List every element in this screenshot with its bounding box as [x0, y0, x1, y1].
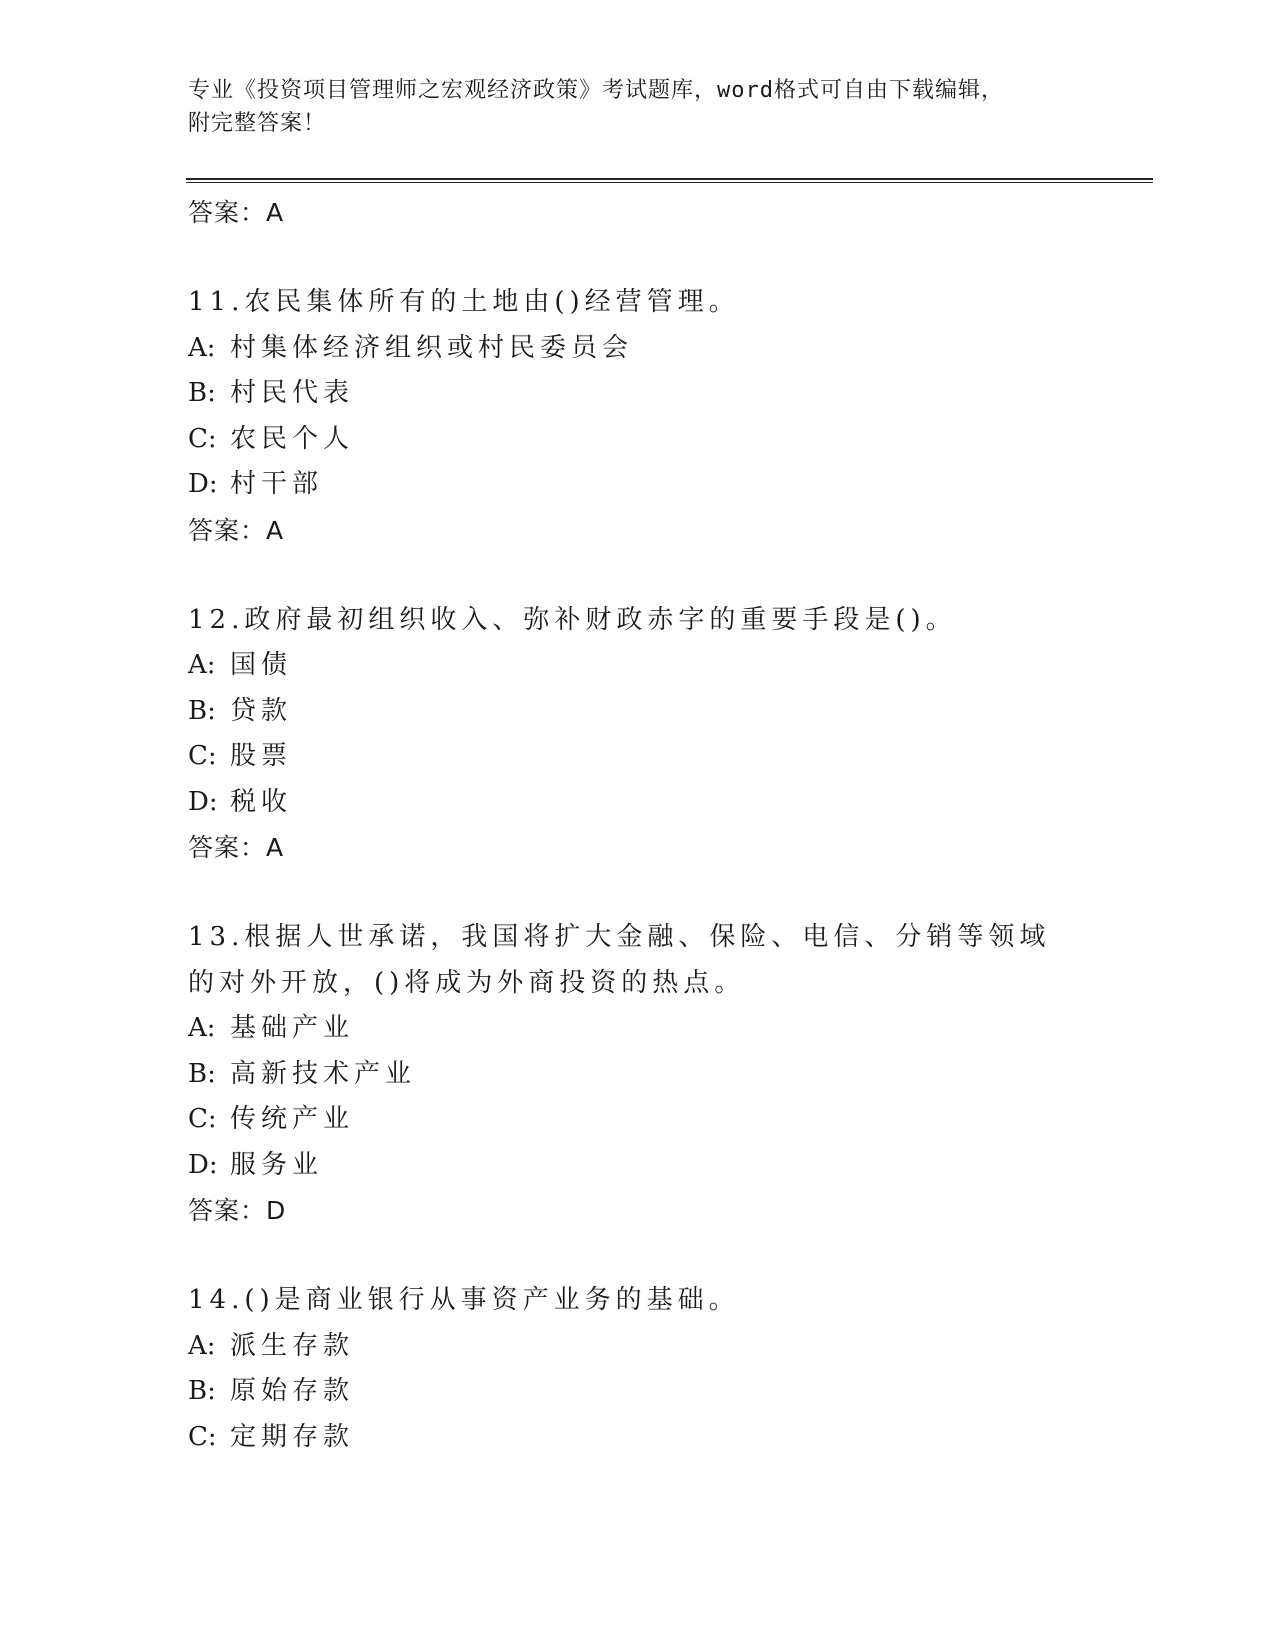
option-key: B:: [188, 695, 216, 726]
option-c: [188, 1415, 1088, 1461]
option-key: C:: [188, 1104, 217, 1134]
option-text: 服务业: [230, 1149, 324, 1180]
option-b: [188, 689, 1088, 735]
question-stem: 12.政府最初组织收入、弥补财政赤字的重要手段是()。: [188, 604, 957, 635]
document-header: [188, 74, 1088, 140]
option-a: [188, 1006, 1088, 1052]
header-divider: [186, 178, 1153, 183]
question-13: [188, 915, 1088, 1233]
option-text: 农民个人: [230, 423, 355, 454]
question-11: [188, 280, 1088, 553]
header-line-1: 专业《投资项目管理师之宏观经济政策》考试题库，word格式可自由下载编辑，: [188, 78, 1004, 103]
option-text: 税收: [230, 786, 293, 817]
answer-value: A: [266, 833, 285, 862]
option-a: [188, 643, 1088, 689]
option-b: [188, 1052, 1088, 1098]
option-key: D:: [188, 1149, 218, 1180]
answer-line: [188, 190, 1088, 235]
option-text: 国债: [230, 650, 293, 680]
option-text: 股票: [230, 741, 293, 771]
option-text: 村干部: [230, 469, 324, 499]
answer-label: 答案：: [188, 198, 267, 227]
question-12: [188, 598, 1088, 871]
option-d: [188, 462, 1088, 508]
option-c: [188, 734, 1088, 780]
option-a: [188, 326, 1088, 372]
header-line-2: 附完整答案！: [188, 111, 327, 136]
answer-value: A: [266, 198, 285, 227]
answer-value: D: [266, 1196, 287, 1225]
option-c: [188, 417, 1088, 463]
option-key: C:: [188, 1421, 217, 1452]
option-text: 基础产业: [230, 1013, 355, 1043]
option-text: 贷款: [230, 695, 293, 726]
option-key: A:: [188, 1330, 216, 1361]
option-key: A:: [188, 1013, 216, 1043]
answer-value: A: [266, 515, 285, 545]
option-text: 村民代表: [230, 378, 355, 408]
question-stem: 11.农民集体所有的土地由()经营管理。: [188, 287, 740, 317]
answer-label: 答案：: [188, 515, 267, 545]
option-text: 定期存款: [230, 1421, 355, 1452]
option-b: [188, 371, 1088, 417]
option-text: 村集体经济组织或村民委员会: [230, 332, 634, 363]
option-d: [188, 1143, 1088, 1189]
option-text: 高新技术产业: [230, 1058, 417, 1089]
option-key: D:: [188, 786, 218, 817]
question-stem: 14.()是商业银行从事资产业务的基础。: [188, 1285, 740, 1315]
option-key: B:: [188, 1058, 216, 1089]
option-text: 传统产业: [230, 1104, 355, 1134]
answer-line: [188, 508, 1088, 553]
option-a: [188, 1324, 1088, 1370]
answer-line: [188, 1188, 1088, 1233]
option-b: [188, 1369, 1088, 1415]
option-key: A:: [188, 332, 216, 363]
option-key: C:: [188, 423, 217, 454]
answer-label: 答案：: [188, 833, 267, 862]
option-text: 派生存款: [230, 1330, 355, 1361]
option-text: 原始存款: [230, 1376, 355, 1406]
option-key: D:: [188, 469, 218, 499]
option-c: [188, 1097, 1088, 1143]
option-key: B:: [188, 378, 216, 408]
option-d: [188, 780, 1088, 826]
option-key: A:: [188, 650, 216, 680]
answer-line: [188, 825, 1088, 870]
option-key: B:: [188, 1376, 216, 1406]
question-list: [188, 190, 1088, 1460]
answer-label: 答案：: [188, 1196, 267, 1225]
option-key: C:: [188, 741, 217, 771]
question-stem: 13.根据人世承诺，我国将扩大金融、保险、电信、分销等领域的对外开放，()将成为外商投资的热点。: [188, 922, 1051, 998]
question-14: [188, 1278, 1088, 1460]
